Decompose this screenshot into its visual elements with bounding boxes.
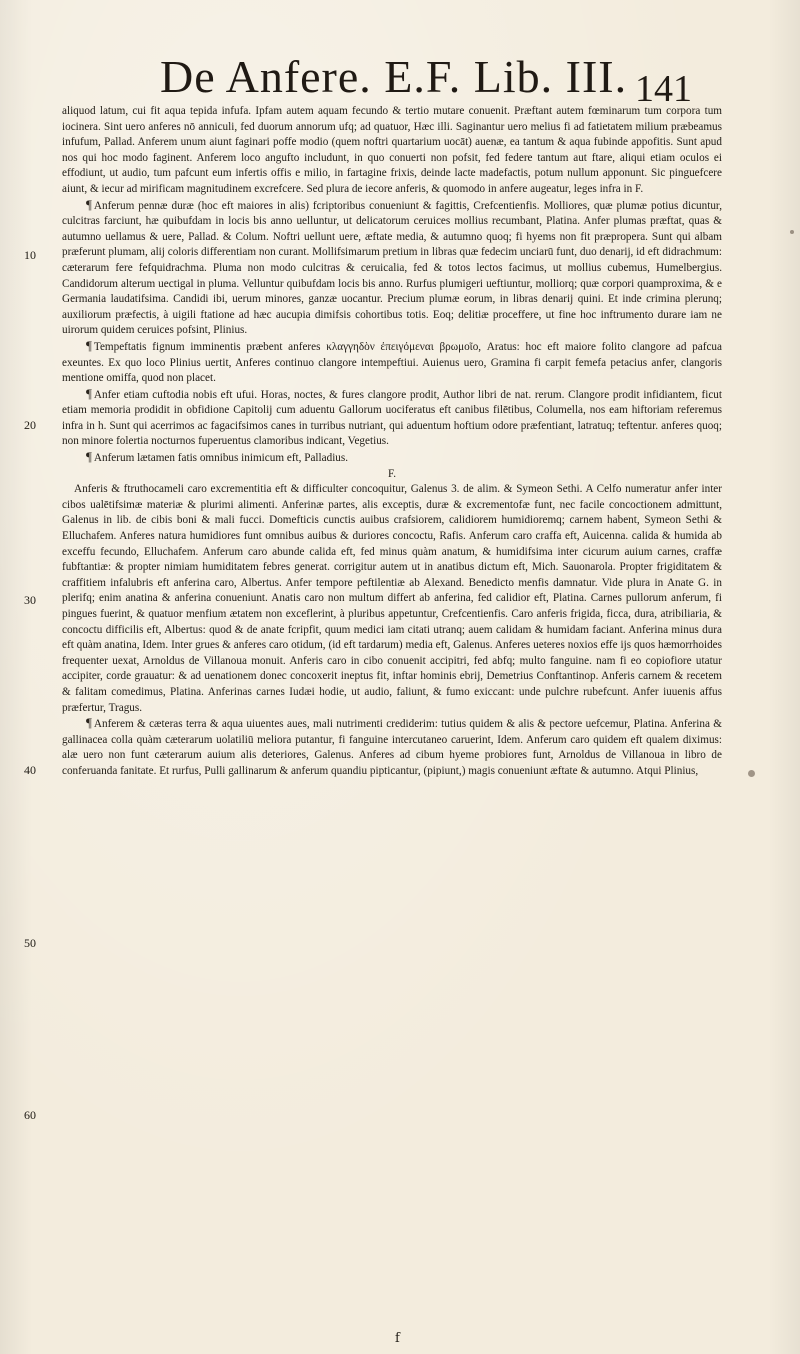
section-letter: F. [387,467,397,480]
paragraph-text: Anferem & cæteras terra & aqua uiuentes aues, mali nutrimenti crediderim: tutius quidem & alis & pectore uefcemur, Platina. Anferina & gallinacea colla quàm cæterarum uolatiliū meliora putantur, fi fanguine intercutaneo caruerint, Idem. Anferum caro quidem eft qualem diximus: alæ uero non funt cæterarum auium alis deteriores, Galenus. Anferes ad cibum hyeme probiores funt, Arnoldus de Villanoua in libro de conferuanda fanitate. Et rurfus, Pulli gallinarum & anferum quandiu pipticantur, (pipiunt,) magis conueniunt æftate & autumno. Atqui Plinius, [62,718,722,777]
margin-number: 40 [24,763,36,777]
paragraph: aliquod latum, cui fit aqua tepida infufa. Ipfam autem aquam fecundo & tertio mutare conuenit. Præftant autem fœminarum tum corpora tum iocinera. Sint uero anferes nō anniculi, fed duorum annorum ufq; ad quatuor, Hæc illi. Saginantur uero melius fi ad fatietatem milium præbeamus infufum, Pallad. Anferem unum aiunt faginari poffe modio (quem noftri quartarium uocāt) auenæ, ea tantum & aqua fubinde appofitis. Sunt apud nos qui hoc modo faginent. Anferem loco angufto includunt, in quo conuerti non pofsit, fed federe tantum aut ftare, aliqui etiam oculos ei effodiunt, ut audio, tum pafcunt eum infertis offis e milio, in fartagine frixis, deinde lacte madefactis, potum nullum apponunt. Sic pinguefcere aiunt, & iecur ad mirificam magnitudinem excrefcere. Sed plura de iecore anferis, & quomodo in anfere augeatur, leges infra in F. [62,105,722,195]
margin-number: 10 [24,248,36,262]
margin-number: 50 [24,936,36,950]
paragraph [62,450,722,467]
page-number: 141 [635,68,692,110]
ink-spot [790,230,794,234]
paragraph [62,716,722,779]
page-header [160,40,692,110]
margin-number: 20 [24,418,36,432]
pilcrow-icon: ¶ [86,337,92,353]
paragraph [62,339,722,387]
running-title: De Anfere. E.F. Lib. III. [160,51,628,102]
text-body [62,104,722,1334]
pilcrow-icon: ¶ [86,385,92,401]
paragraph [62,387,722,450]
paragraph-text: Anferum lætamen fatis omnibus inimicum eft, Palladius. [93,452,349,465]
paragraph-text: Anferum pennæ duræ (hoc eft maiores in alis) fcriptoribus conueniunt & fagittis, Crefcentienfis. Molliores, quæ plumæ potius dicuntur, culcitras farciunt, hæ quibufdam in locis bis anno uelluntur, ut delicatorum ceruices mollius recumbant, Platina. Anfer plumas præftat, quas & autumno uellamus & uere, Pallad. & Colum. Noftri uellunt uere, æftate media, & autumno quoq; fi hyems non fit præpropera. Sunt qui albam præferunt plumam, alij coloris differentiam non curant. Mollifsimarum pretium in libras quæ fedecim unciarū funt, duo denarij, id eft didrachmum: cæterarum fere fefquidrachma. Pluma non modo culcitras & ceruicalia, fed & totos lectos facimus, ut mollius cubemus, Humelbergius. Candidorum alterum uectigal in pluma. Velluntur quibufdam locis bis anno. Rurfus plumigeri ueftiuntur, molliorq; quæ corpori quamproxima, & e Germania laudatifsima. Candidi ibi, uerum minores, ganzæ uocantur. Precium plumæ eorum, in libras denarij quini. Et inde crimina plerunq; auxiliorum præfectis, à uigili ftatione ad hæc aucupia dimifsis cohortibus totis. Eoq; delitiæ proceffere, ut fine hoc inftrumento durare iam ne uirorum quidem ceruices pofsint, Plinius. [62,199,722,337]
paragraph-text: Tempeftatis fignum imminentis præbent anferes κλαγγηδὸν ἐπειγόμεναι βρωμοῖο, Aratus: hoc eft maiore folito clangore ad pafcua exeuntes. Ex quo loco Plinius uertit, Anferes continuo clangore intempeftiui. Auienus uero, Gramina fi carpit femefa petacius anfer, clangoris mentione omiffa, quod non placet. [62,340,722,385]
paragraph: Anferis & ftruthocameli caro excrementitia eft & difficulter concoquitur, Galenus 3. de alim. & Symeon Sethi. A Celfo numeratur anfer inter cibos ualētifsimæ materiæ & plurimi alimenti. Anferinæ partes, alis exceptis, duræ & excrementofæ funt, nec facile concoctionem admittunt, Galenus in lib. de cibis boni & mali fucci. Domefticis cunctis auibus crafsiorem, calidiorem humidioremq; carnem habent, Symeon Sethi & Elluchafem. Anferes natura humidiores funt omnibus auibus & duriores concoctu, Rafis. Anferum caro craffa eft, Auicenna. calida & humida ab exceffu fecundo, Elluchafem. Anferum caro abunde calida eft, fed minus quàm anatum, & humidifsima inter cicurum auium carnes, craffæ fubftantiæ: & propter nimiam humiditatem febres generat. corrigitur autem ut in anatibus dictum eft, Mich. Sauonarola. Propter frigiditatem & craffitiem infalubris eft anferina caro, Albertus. Anfer tempore peftilentiæ ab Alexand. Benedicto menfis damnatur. Vide plura in Anate G. in plerifq; enim anatina & anferina conueniunt. Anatis caro non multum differt ab anferina, fed calidior eft, Platina. Carnes pullorum anferum, fi pingues fuerint, & quatuor menfium ætatem non exceflerint, à pluribus appetuntur, Crefcentienfis. Caro anferis frigida, ficca, dura, atribiliaria, & concoctu difficilis eft, Albertus: quod & de anate fcripfit, quum medici iam citati utranq; auem calidam & humidam faciant. Anferina minus dura eft quàm anatina, Idem. Inter grues & anferes caro otidum, (id eft tardarum) media eft, Galenus. Anferes ueteres noxios effe ijs quos hæmorrhoides frequenter uexat, Arnoldus de Villanoua monuit. Anferis caro in cibo conuenit accipitri, fed abfq; multo fanguine. nam fi eo copiofiore utatur accipiter, corde grauatur: & ad uenationem donec concoxerit ineptus fit, inftar hominis ebrij, Demetrius Conftantinop. Anferis carnem & recetem & falitam comedimus, Platina. Anferinas carnes Iudæi hodie, ut audio, faliunt, & fumo exiccant: unde pulchre rubefcunt. Anfer iuuenis affus præfertur, Tragus. [62,483,722,714]
paragraph [62,198,722,339]
pilcrow-icon: ¶ [86,715,92,731]
pilcrow-icon: ¶ [86,196,92,212]
paragraph-text: Anfer etiam cuftodia nobis eft ufui. Horas, noctes, & fures clangore prodit, Author libri de nat. rerum. Clangore prodit infidiantem, ficut etiam memoria prodidit in obfidione Capitolij cum aduentu Gallorum uociferatus eft canibus filētibus, Columella, nos eam hiftoriam referemus infra in h. Sunt qui acerrimos ac fagacifsimos canes in turribus nutriant, qui aduentum hoftium odore præfentiant, latratuq; teftentur. anferes quoq; non minore folertia nocturnos fuperuentus clamoribus indicant, Vegetius. [62,388,722,448]
ink-spot [748,770,755,777]
printer-signature: f [395,1331,400,1346]
margin-number: 60 [24,1108,36,1122]
margin-line-numbers [24,0,54,1354]
pilcrow-icon: ¶ [86,449,92,465]
margin-number: 30 [24,593,36,607]
